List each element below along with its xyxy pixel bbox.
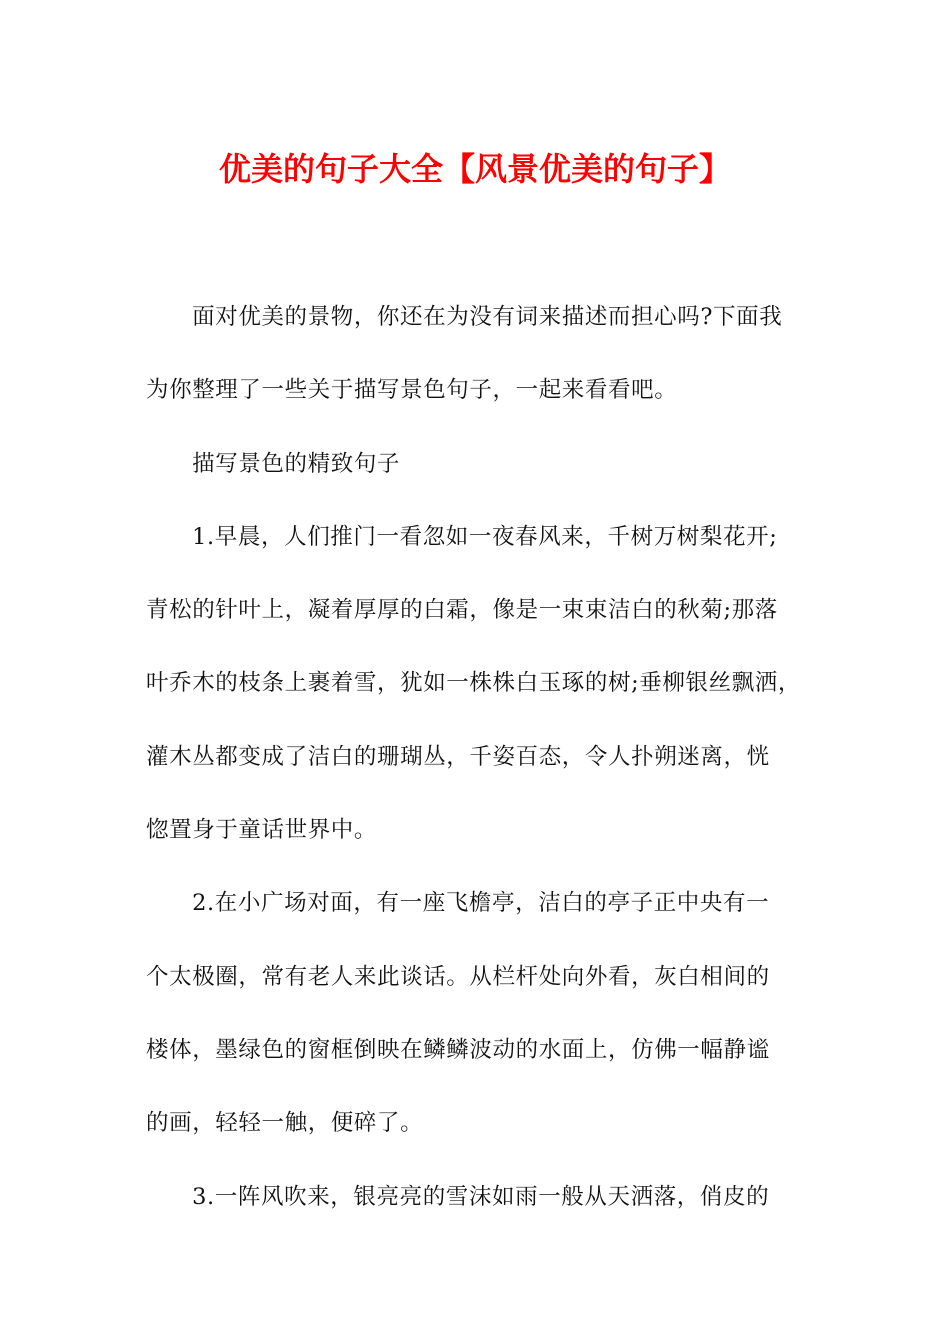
text-line: 描写景色的精致句子 xyxy=(192,450,401,477)
sentence-paragraph-2 xyxy=(146,867,818,1160)
text-line: 1.早晨，人们推门一看忽如一夜春风来，千树万树梨花开; xyxy=(192,523,778,550)
document-body xyxy=(146,281,818,1234)
intro-paragraph xyxy=(146,281,818,428)
text-line: 个太极圈，常有老人来此谈话。从栏杆处向外看，灰白相间的 xyxy=(146,963,770,990)
text-line: 惚置身于童话世界中。 xyxy=(146,817,378,844)
text-line: 为你整理了一些关于描写景色句子，一起来看看吧。 xyxy=(146,377,678,404)
text-line: 2.在小广场对面，有一座飞檐亭，洁白的亭子正中央有一 xyxy=(192,890,770,917)
section-heading xyxy=(146,428,818,501)
sentence-paragraph-3 xyxy=(146,1161,818,1234)
text-line: 3.一阵风吹来，银亮亮的雪沫如雨一般从天洒落，俏皮的 xyxy=(192,1183,770,1210)
text-line: 灌木丛都变成了洁白的珊瑚丛，千姿百态，令人扑朔迷离，恍 xyxy=(146,743,770,770)
sentence-paragraph-1 xyxy=(146,501,818,867)
document-title: 优美的句子大全【风景优美的句子】 xyxy=(218,150,731,188)
text-line: 面对优美的景物，你还在为没有词来描述而担心吗?下面我 xyxy=(192,304,783,330)
text-line: 楼体，墨绿色的窗框倒映在鳞鳞波动的水面上，仿佛一幅静谧 xyxy=(146,1036,770,1063)
text-line: 青松的针叶上，凝着厚厚的白霜，像是一束束洁白的秋菊;那落 xyxy=(146,597,778,624)
text-line: 的画，轻轻一触，便碎了。 xyxy=(146,1110,424,1137)
text-line: 叶乔木的枝条上裹着雪，犹如一株株白玉琢的树;垂柳银丝飘洒， xyxy=(146,670,801,697)
